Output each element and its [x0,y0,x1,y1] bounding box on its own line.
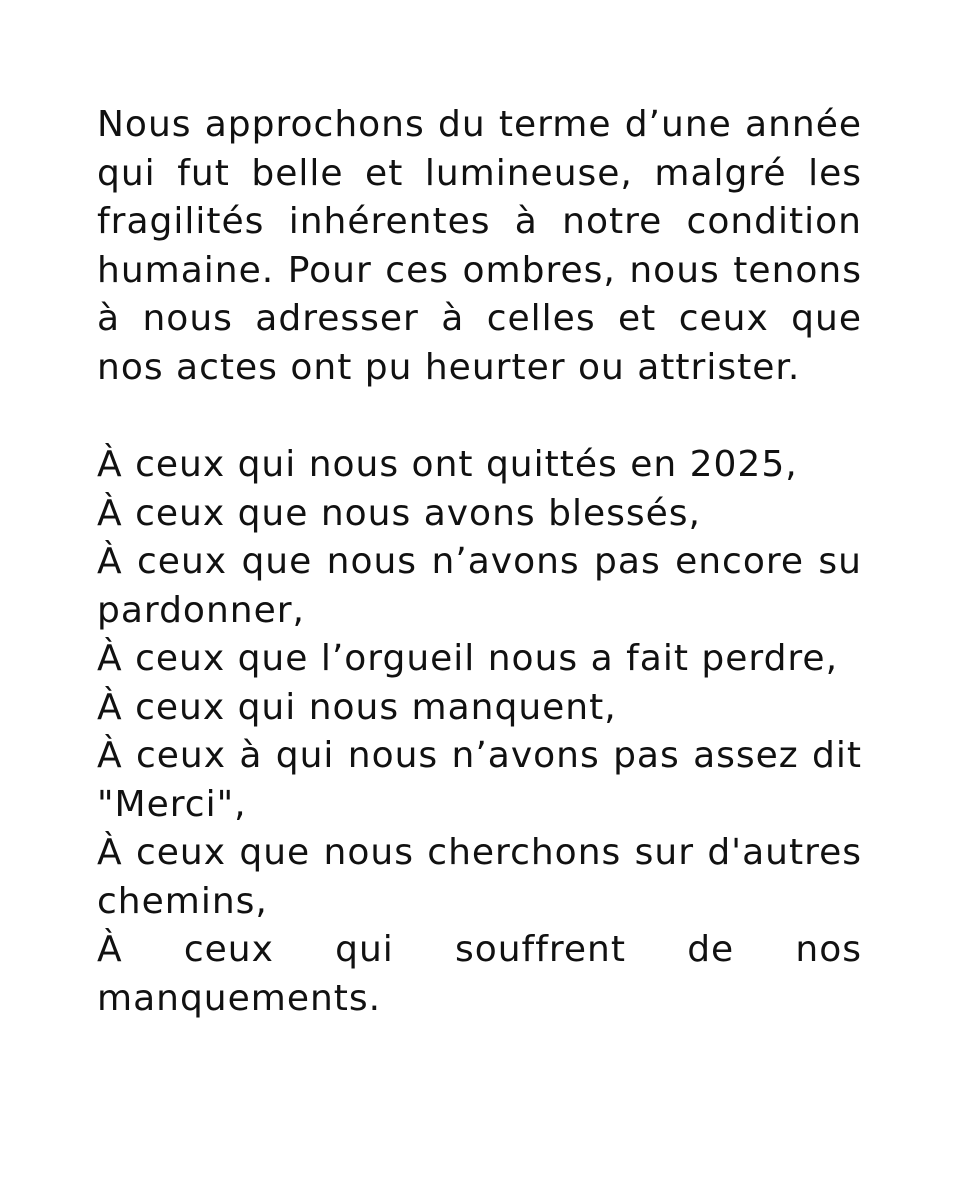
dedication-line: À ceux que l’orgueil nous a fait perdre, [97,638,839,679]
dedication-line: À ceux que nous avons blessés, [97,492,701,534]
dedication-line: À ceux qui souffrent de nos manquements. [97,929,862,1019]
dedication-line: À ceux que nous cherchons sur d'autres chemins, [97,832,862,922]
dedication-list [97,441,862,1023]
message-text [97,101,862,1023]
dedication-line: À ceux qui nous manquent, [97,686,617,728]
paragraph-spacer [97,392,862,441]
dedication-line: À ceux à qui nous n’avons pas assez dit "Merci", [97,735,862,825]
dedication-line: À ceux que nous n’avons pas encore su pardonner, [97,541,862,631]
dedication-line: À ceux qui nous ont quittés en 2025, [97,444,798,485]
intro-paragraph: Nous approchons du terme d’une année qui fut belle et lumineuse, malgré les fragilités inhérentes à notre condition humaine. Pour ces ombres, nous tenons à nous adresser à celles et ceux que nos actes ont pu heurter ou attrister. [97,104,862,388]
